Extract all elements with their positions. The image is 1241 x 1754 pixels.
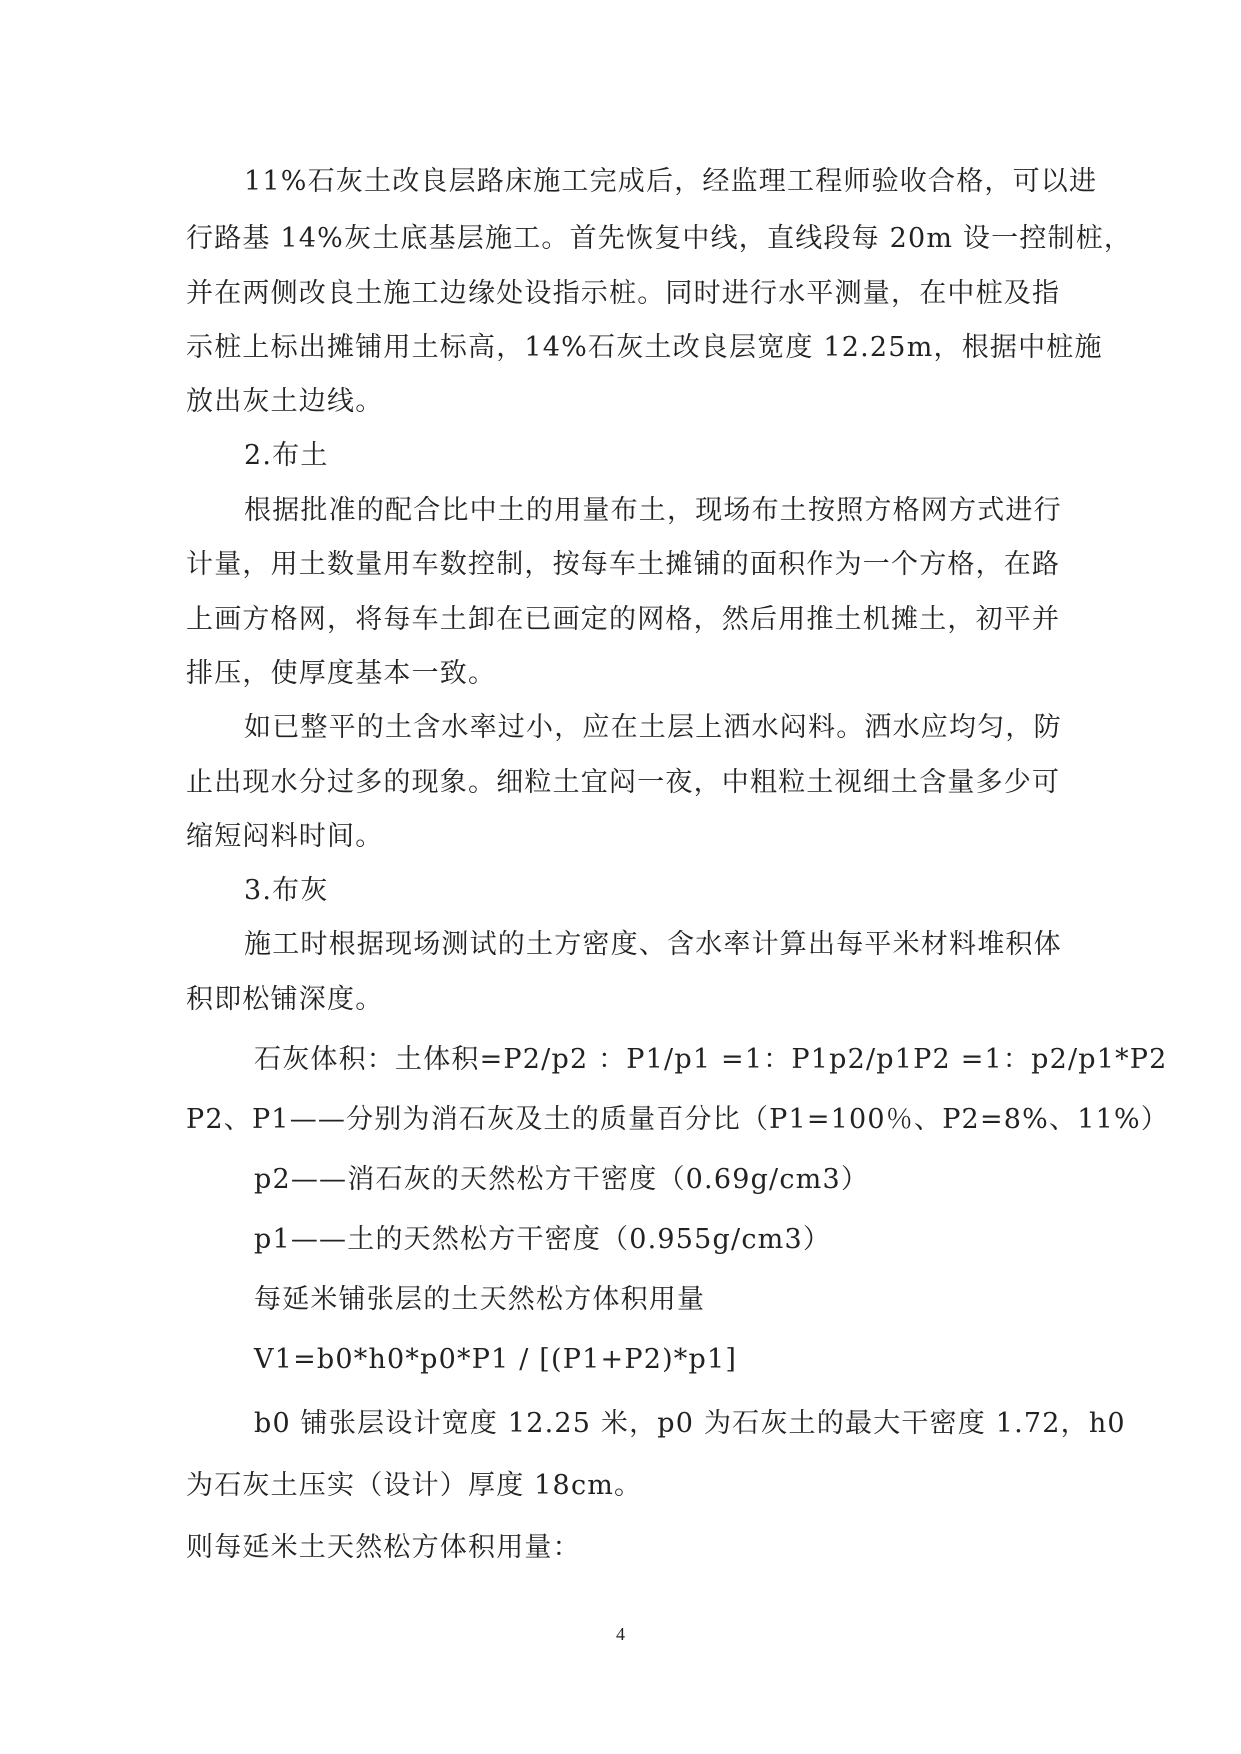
para2-line3: 上画方格网，将每车土卸在已画定的网格，然后用推土机摊土，初平并	[186, 604, 1061, 635]
definition-p2-p1: P2、P1——分别为消石灰及土的质量百分比（P1=100％、P2=8%、11%）	[186, 1104, 1170, 1135]
para3-line1: 如已整平的土含水率过小，应在土层上洒水闷料。洒水应均匀，防	[244, 712, 1062, 743]
para1-line5: 放出灰土边线。	[186, 386, 384, 417]
para3-line2: 止出现水分过多的现象。细粒土宜闷一夜，中粗粒土视细土含量多少可	[186, 767, 1061, 798]
para2-line1: 根据批准的配合比中土的用量布土，现场布土按照方格网方式进行	[244, 495, 1062, 526]
para1-line2: 行路基 14%灰土底基层施工。首先恢复中线，直线段每 20m 设一控制桩，	[186, 223, 1133, 254]
para4-line1: 施工时根据现场测试的土方密度、含水率计算出每平米材料堆积体	[244, 929, 1062, 960]
para1-line3: 并在两侧改良土施工边缘处设指示桩。同时进行水平测量，在中桩及指	[186, 278, 1061, 309]
para4-line2: 积即松铺深度。	[186, 984, 384, 1015]
definition-rho1: p1——土的天然松方干密度（0.955g/cm3）	[254, 1224, 832, 1255]
page-number: 4	[616, 1624, 625, 1644]
result-intro: 则每延米土天然松方体积用量：	[186, 1532, 581, 1563]
para1-line1: 11%石灰土改良层路床施工完成后，经监理工程师验收合格，可以进	[244, 166, 1098, 197]
soil-volume-caption: 每延米铺张层的土天然松方体积用量	[254, 1284, 706, 1315]
parameters-line1: b0 铺张层设计宽度 12.25 米，p0 为石灰土的最大干密度 1.72，h0	[254, 1408, 1126, 1439]
definition-rho2: p2——消石灰的天然松方干密度（0.69g/cm3）	[254, 1164, 870, 1195]
para2-line4: 排压，使厚度基本一致。	[186, 658, 497, 689]
section-heading-soil: 2.布土	[244, 440, 329, 471]
para1-line4: 示桩上标出摊铺用土标高，14%石灰土改良层宽度 12.25m，根据中桩施	[186, 332, 1103, 363]
formula-v1: V1=b0*h0*p0*P1 / [(P1+P2)*p1]	[254, 1344, 738, 1375]
para2-line2: 计量，用土数量用车数控制，按每车土摊铺的面积作为一个方格，在路	[186, 549, 1061, 580]
para3-line3: 缩短闷料时间。	[186, 821, 384, 852]
section-heading-lime: 3.布灰	[244, 875, 329, 906]
formula-volume-ratio: 石灰体积：土体积=P2/p2 ：P1/p1 =1：P1p2/p1P2 =1：p2/p1*P2	[254, 1044, 1168, 1075]
parameters-line2: 为石灰土压实（设计）厚度 18cm。	[186, 1470, 643, 1501]
